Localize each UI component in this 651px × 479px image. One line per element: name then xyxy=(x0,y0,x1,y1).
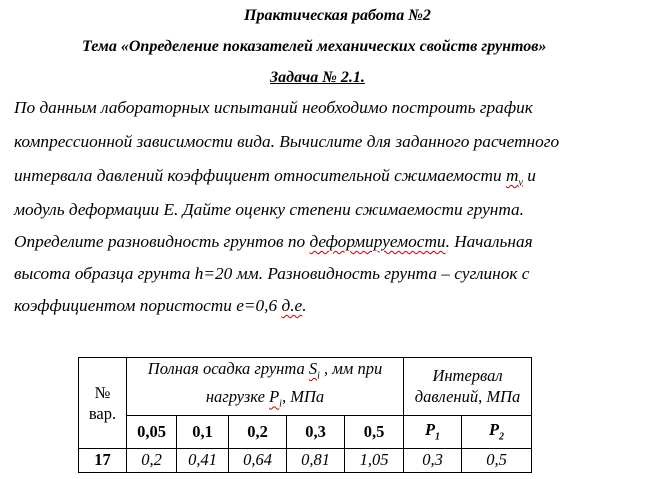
paragraph-text: . Начальная xyxy=(445,232,533,251)
data-table xyxy=(78,357,532,473)
paragraph-line-6: высота образца грунта h=20 мм. Разновидность грунта – суглинок с xyxy=(14,264,530,283)
paragraph-text: интервала давлений коэффициент относительной сжимаемости xyxy=(14,166,506,185)
spellcheck-word: деформируемости xyxy=(309,232,446,251)
paragraph-line-3 xyxy=(14,166,536,188)
paragraph-line-4: модуль деформации E. Дайте оценку степени сжимаемости грунта. xyxy=(14,200,524,219)
settlement-value: 1,05 xyxy=(345,448,404,472)
paragraph-text: коэффициентом пористости e=0,6 xyxy=(14,296,282,315)
variant-number: 17 xyxy=(79,448,127,472)
p1-header: $P_1$ xyxy=(404,415,462,448)
paragraph-line-1: По данным лабораторных испытаний необходимо построить график xyxy=(14,98,533,117)
load-cell: 0,5 xyxy=(345,415,404,448)
settlement-value: 0,41 xyxy=(177,448,229,472)
settlement-value: 0,2 xyxy=(127,448,177,472)
spellcheck-word: д.е xyxy=(281,296,303,315)
load-cell: 0,1 xyxy=(177,415,229,448)
topic-title: Тема «Определение показателей механических свойств грунтов» xyxy=(82,38,547,55)
p2-header: $P_2$ xyxy=(462,415,532,448)
practical-work-title: Практическая работа №2 xyxy=(244,7,431,24)
paragraph-line-2: компрессионной зависимости вида. Вычислите для заданного расчетного xyxy=(14,132,560,151)
mv-symbol: $m_v$ xyxy=(505,166,523,189)
variant-header: № вар. xyxy=(79,358,127,449)
settlement-value: 0,64 xyxy=(229,448,287,472)
paragraph-line-5 xyxy=(14,232,533,252)
paragraph-text: . xyxy=(302,296,307,315)
p2-value: 0,5 xyxy=(462,448,532,472)
load-cell: 0,3 xyxy=(287,415,345,448)
p1-value: 0,3 xyxy=(404,448,462,472)
task-title: Задача № 2.1. xyxy=(270,69,365,86)
paragraph-text: и xyxy=(522,166,536,185)
settlement-value: 0,81 xyxy=(287,448,345,472)
load-cell: 0,2 xyxy=(229,415,287,448)
load-cell: 0,05 xyxy=(127,415,177,448)
settlement-header: Полная осадка грунта $S_i$ , мм при нагрузке $P_i$, МПа xyxy=(127,358,404,416)
interval-header: Интервал давлений, МПа xyxy=(404,358,532,416)
paragraph-text: Определите разновидность грунтов по xyxy=(14,232,310,251)
paragraph-line-7 xyxy=(14,296,307,316)
